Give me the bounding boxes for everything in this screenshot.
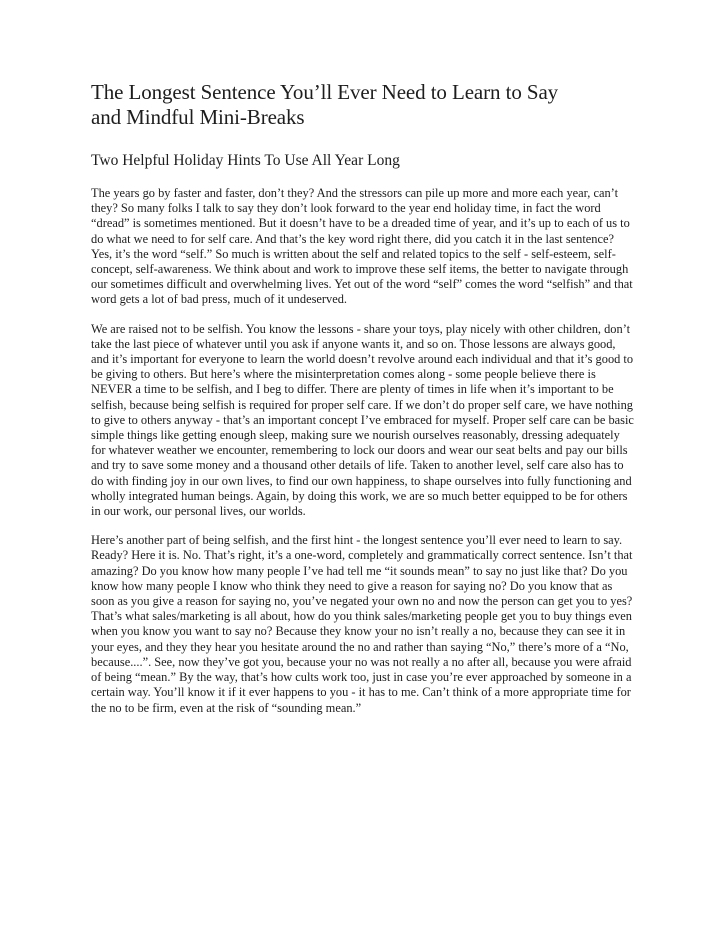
paragraph-2: We are raised not to be selfish. You know the lessons - share your toys, play nicely with other children, don’t take the last piece of whatever until you ask if anyone wants it, and so on. Those lessons are always good, and it’s important for everyone to learn the world doesn’t revolve around each individual and that it’s good to be giving to others. But here’s where the misinterpretation comes along - some people believe there is NEVER a time to be selfish, and I beg to differ. There are plenty of times in life when it’s important to be selfish, because being selfish is required for proper self care. If we don’t do proper self care, we have nothing to give to others anyway - that’s an important concept I’ve embraced for myself. Proper self care can be basic simple things like getting enough sleep, making sure we nourish ourselves reasonably, dressing adequately for whatever weather we encounter, remembering to lock our doors and wear our seat belts and pay our bills and try to save some money and a thousand other details of life. Taken to another level, self care also has to do with finding joy in our own lives, to find our own happiness, to shape ourselves into fully functioning and wholly integrated human beings. Again, by doing this work, we are so much better equipped to be for others in our work, our personal lives, our worlds. <box>91 321 634 519</box>
title-line-1: The Longest Sentence You’ll Ever Need to Learn to Say <box>91 80 559 104</box>
paragraph-1: The years go by faster and faster, don’t they? And the stressors can pile up more and more each year, can’t they? So many folks I talk to say they don’t look forward to the year end holiday time, in fact the word “dread” is sometimes mentioned. But it doesn’t have to be a dreaded time of year, and it’s up to each of us to do what we need to for self care. And that’s the key word right there, did you catch it in the last sentence? Yes, it’s the word “self.” So much is written about the self and related topics to the self - self-esteem, self-concept, self-awareness. We think about and work to improve these self items, the better to navigate through our sometimes difficult and overwhelming lives. Yet out of the word “self” comes the word “selfish” and that word gets a lot of bad press, much of it undeserved. <box>91 186 633 307</box>
paragraph-3: Here’s another part of being selfish, and the first hint - the longest sentence you’ll ever need to learn to say. Ready? Here it is. No. That’s right, it’s a one-word, completely and grammatically correct sentence. Isn’t that amazing? Do you know how many people I’ve had tell me “it sounds mean” to say no just like that? Do you know how many people I know who think they need to give a reason for saying no? Do you know that as soon as you give a reason for saying no, you’ve negated your own no and now the person can get you to yes? That’s what sales/marketing is all about, how do you think sales/marketing people get you to buy things even when you know you want to say no? Because they know your no isn’t really a no, because they can see it in your eyes, and they they hear you hesitate around the no and rather than saying “No,” there’s more of a “No, because....”. See, now they’ve got you, because your no was not really a no after all, because you were afraid of being “mean.” By the way, that’s how cults work too, just in case you’re ever approached by someone in a certain way. You’ll know it if it ever happens to you - it has to me. Can’t think of a more appropriate time for the no to be firm, even at the risk of “sounding mean.” <box>91 533 633 715</box>
document-title <box>91 80 636 130</box>
document-subtitle: Two Helpful Holiday Hints To Use All Year Long <box>91 152 400 169</box>
title-line-2: and Mindful Mini-Breaks <box>91 105 305 129</box>
